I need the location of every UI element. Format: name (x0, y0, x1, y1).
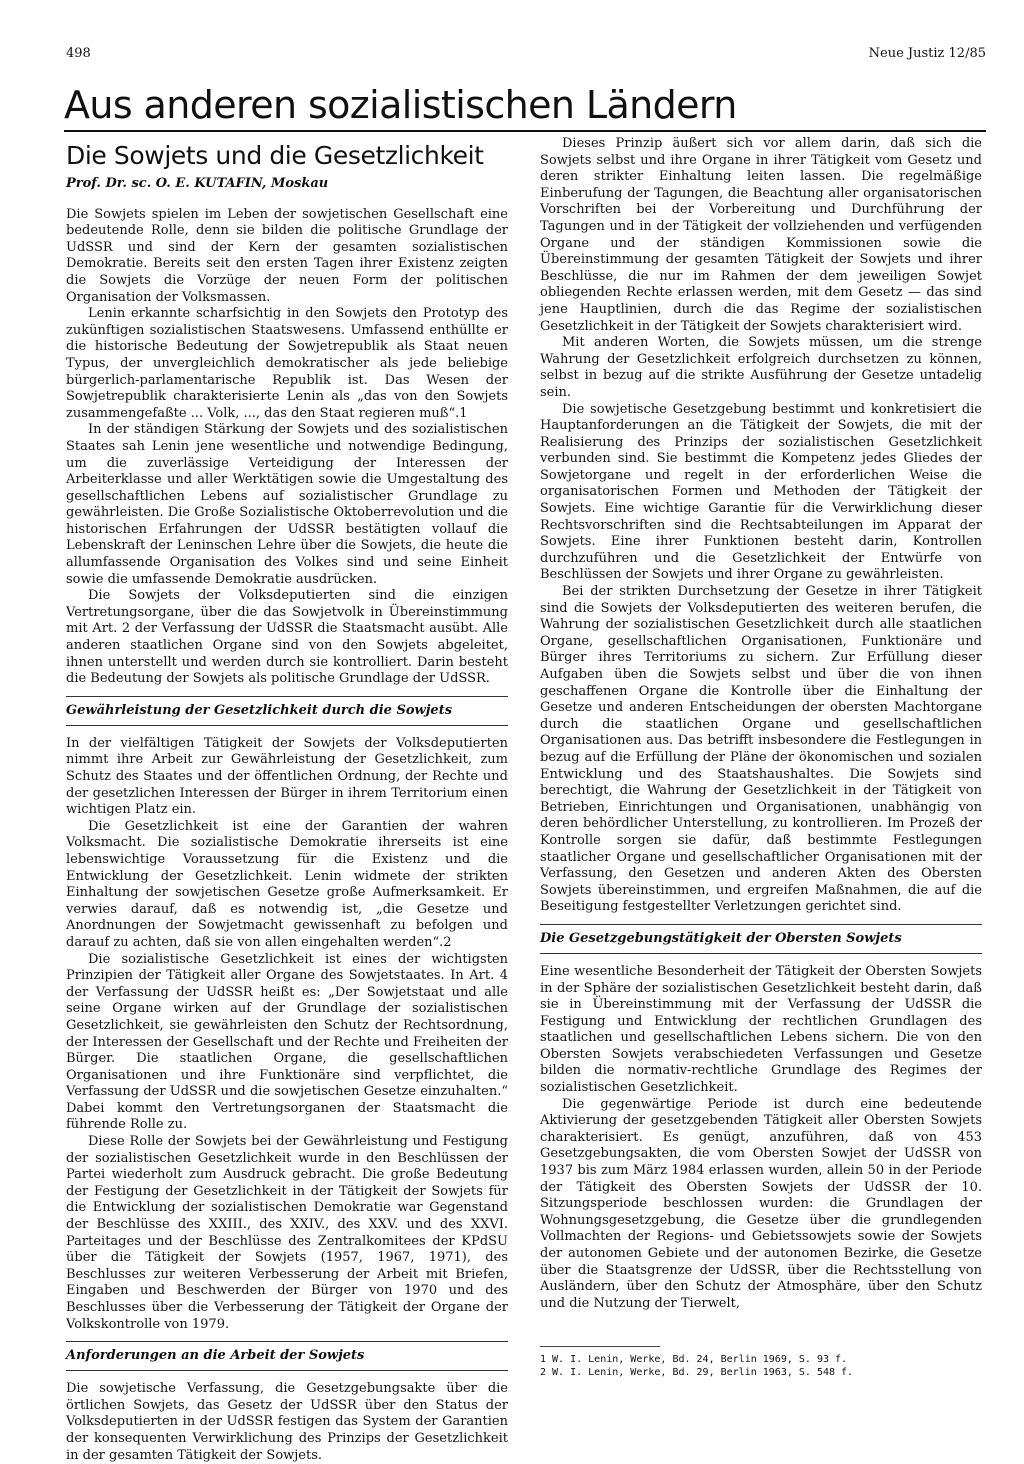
footnote-rule (540, 1346, 660, 1353)
paragraph: Lenin erkannte scharfsichtig in den Sowjets den Prototyp des zukünftigen sozialistischen Staatswesens. Umfassend enthüllte er die historische Bedeutung der Sowjetrepublik als Staat neuen Typus, der unvergleichlich demokratischer als jede beliebige bürgerlich-parlamentarische Republik ist. Das Wesen der Sowjetrepublik charakterisierte Lenin als „das von den Sowjets zusammengefaßte ... Volk, ..., das den Staat regieren muß“.1 (66, 306, 508, 421)
footnote: 2 W. I. Lenin, Werke, Bd. 29, Berlin 1963, S. 548 f. (540, 1367, 854, 1379)
paragraph: Die Sowjets der Volksdeputierten sind die einzigen Vertretungsorgane, über die das Sowjetvolk in Übereinstimmung mit Art. 2 der Verfassung der UdSSR die Staatsmacht ausübt. Alle anderen staatlichen Organe sind von den Sowjets abgeleitet, ihnen unterstellt und werden durch sie kontrolliert. Darin besteht die Bedeutung der Sowjets als politische Grundlage der UdSSR. (66, 588, 508, 687)
paragraph: Diese Rolle der Sowjets bei der Gewährleistung und Festigung der sozialistischen Gesetzlichkeit wurde in den Beschlüssen der Partei wiederholt zum Ausdruck gebracht. Die große Bedeutung der Festigung der Gesetzlichkeit in der Tätigkeit der Sowjets für die Entwicklung der sozialistischen Demokratie war Gegenstand der Beschlüsse des XXIII., des XXIV., des XXV. und des XXVI. Parteitages und der Beschlüsse des Zentralkomitees der KPdSU über die Tätigkeit der Sowjets (1957, 1967, 1971), des Beschlusses zur weiteren Verbesserung der Arbeit mit Briefen, Eingaben und Beschwerden der Bürger von 1970 und des Beschlusses über die Verbesserung der Tätigkeit der Organe der Volkskontrolle von 1979. (66, 1134, 508, 1332)
footnote: 1 W. I. Lenin, Werke, Bd. 24, Berlin 1969, S. 93 f. (540, 1354, 848, 1366)
paragraph: In der vielfältigen Tätigkeit der Sowjets der Volksdeputierten nimmt ihre Arbeit zur Gewährleistung der Gesetzlichkeit, zum Schutz des Staates und der öffentlichen Ordnung, der Rechte und der gesetzlichen Interessen der Bürger in ihrem Territorium einen wichtigen Platz ein. (66, 735, 508, 818)
subheading: Anforderungen an die Arbeit der Sowjets (66, 1341, 508, 1371)
paragraph: In der ständigen Stärkung der Sowjets und des sozialistischen Staates sah Lenin jene wesentliche und notwendige Bedingung, um die zuverlässige Verteidigung der Interessen der Arbeiterklasse und aller Werktätigen sowie die Umgestaltung des gesellschaftlichen Lebens auf sozialistischer Grundlage zu gewährleisten. Die Große Sozialistische Oktoberrevolution und die historischen Erfahrungen der UdSSR bestätigten vollauf die Lebenskraft der Leninschen Lehre über die Sowjets, die heute die allumfassende Organisation des Volkes sind und seine Einheit sowie die umfassende Demokratie ausdrücken. (66, 422, 508, 587)
paragraph: Dieses Prinzip äußert sich vor allem darin, daß sich die Sowjets selbst und ihre Organe in ihrer Tätigkeit vom Gesetz und deren strikter Einhaltung leiten lassen. Die regelmäßige Einberufung der Tagungen, die Beachtung aller organisatorischen Vorschriften bei der Vorbereitung und Durchführung der Tagungen und in der Tätigkeit der vollziehenden und verfügenden Organe und der ständigen Kommissionen sowie die Übereinstimmung der gesamten Tätigkeit der Sowjets und ihrer Beschlüsse, die nur im Rahmen der dem jeweiligen Sowjet obliegenden Rechte erlassen werden, mit dem Gesetz — das sind jene Hauptlinien, durch die das Regime der sozialistischen Gesetzlichkeit in der Tätigkeit der Sowjets charakterisiert wird. (540, 136, 982, 334)
paragraph: Die sozialistische Gesetzlichkeit ist eines der wichtigsten Prinzipien der Tätigkeit aller Organe des Sowjetstaates. In Art. 4 der Verfassung der UdSSR heißt es: „Der Sowjetstaat und alle seine Organe wirken auf der Grundlage der sozialistischen Gesetzlichkeit, sie gewährleisten den Schutz der Rechtsordnung, der Interessen der Gesellschaft und der Rechte und Freiheiten der Bürger. Die staatlichen Organe, die gesellschaftlichen Organisationen und ihre Funktionäre sind verpflichtet, die Verfassung der UdSSR und die sowjetischen Gesetze einzuhalten.“ Dabei kommt den Vertretungsorganen der Staatsmacht die führende Rolle zu. (66, 951, 508, 1133)
left-column (66, 140, 508, 1463)
subheading: Die Gesetzgebungstätigkeit der Obersten Sowjets (540, 924, 982, 954)
page-header (66, 46, 986, 66)
paragraph: Die gegenwärtige Periode ist durch eine bedeutende Aktivierung der gesetzgebenden Tätigkeit aller Obersten Sowjets charakterisiert. Es genügt, anzuführen, daß von 453 Gesetzgebungsakten, die vom Obersten Sowjet der UdSSR von 1937 bis zum März 1984 erlassen wurden, allein 50 in der Periode der Tätigkeit des Obersten Sowjets der UdSSR der 10. Sitzungsperiode beschlossen wurden: die Grundlagen der Wohnungsgesetzgebung, die Gesetze über die grundlegenden Vollmachten der Regions- und Gebietssowjets sowie der Sowjets der autonomen Gebiete und der autonomen Bezirke, die Gesetze über die Staatsgrenze der UdSSR, über die Rechtsstellung von Ausländern, über den Schutz der Atmosphäre, über den Schutz und die Nutzung der Tierwelt, (540, 1096, 982, 1311)
paragraph: Mit anderen Worten, die Sowjets müssen, um die strenge Wahrung der Gesetzlichkeit erfolgreich durchsetzen zu können, selbst in bezug auf die strikte Ausführung der Gesetze untadelig sein. (540, 335, 982, 400)
section-title: Aus anderen sozialistischen Ländern (64, 83, 737, 127)
paragraph: Die Sowjets spielen im Leben der sowjetischen Gesellschaft eine bedeutende Rolle, denn sie bilden die politische Grundlage der UdSSR und sind der Kern der gesamten sozialistischen Demokratie. Bereits seit den ersten Tagen ihrer Existenz zeigten die Sowjets die Vorzüge der neuen Form der politischen Organisation der Volksmassen. (66, 206, 508, 305)
paragraph: Die sowjetische Verfassung, die Gesetzgebungsakte über die örtlichen Sowjets, das Gesetz der UdSSR über den Status der Volksdeputierten in der UdSSR festigen das System der Garantien der konsequenten Verwirklichung des Prinzips der Gesetzlichkeit in der gesamten Tätigkeit der Sowjets. (66, 1381, 508, 1463)
right-column (540, 136, 982, 1379)
page-number: 498 (66, 46, 91, 61)
title-rule (64, 130, 986, 132)
paragraph: Bei der strikten Durchsetzung der Gesetze in ihrer Tätigkeit sind die Sowjets der Volksdeputierten des weiteren berufen, die Wahrung der sozialistischen Gesetzlichkeit durch alle staatlichen Organe, gesellschaftlichen Organisationen, Funktionäre und Bürger ihres Territoriums zu sichern. Zur Erfüllung dieser Aufgaben üben die Sowjets selbst und über die von ihnen geschaffenen Organe die Kontrolle über die Einhaltung der Gesetze und anderen Entscheidungen der obersten Machtorgane durch die staatlichen Organe und gesellschaftlichen Organisationen aus. Das betrifft insbesondere die Festlegungen in bezug auf die Erfüllung der Pläne der ökonomischen und sozialen Entwicklung und des Staatshaushaltes. Die Sowjets sind berechtigt, die Wahrung der Gesetzlichkeit in der Tätigkeit von Betrieben, Einrichtungen und Organisationen, unabhängig von deren behördlicher Unterstellung, zu kontrollieren. Im Prozeß der Kontrolle sorgen sie dafür, daß bestimmte Festlegungen staatlicher Organe und gesellschaftlicher Organisationen mit der Verfassung, den Gesetzen und anderen Akten des Obersten Sowjets übereinstimmen, und ergreifen Maßnahmen, die auf die Beseitigung festgestellter Verletzungen gerichtet sind. (540, 584, 982, 915)
article-author: Prof. Dr. sc. O. E. KUTAFIN, Moskau (66, 176, 329, 191)
paragraph: Eine wesentliche Besonderheit der Tätigkeit der Obersten Sowjets in der Sphäre der sozialistischen Gesetzlichkeit besteht darin, daß sie in Übereinstimmung mit der Verfassung der UdSSR die Festigung und Entwicklung der rechtlichen Grundlagen des staatlichen und gesellschaftlichen Lebens sichern. Die von den Obersten Sowjets verabschiedeten Verfassungen und Gesetze bilden die normativ-rechtliche Grundlage des Regimes der sozialistischen Gesetzlichkeit. (540, 963, 982, 1096)
footnotes (540, 1353, 982, 1379)
article-title: Die Sowjets und die Gesetzlichkeit (66, 141, 484, 170)
paragraph: Die sowjetische Gesetzgebung bestimmt und konkretisiert die Hauptanforderungen an die Tätigkeit der Sowjets, die mit der Realisierung des Prinzips der sozialistischen Gesetzlichkeit verbunden sind. Sie bestimmt die Kompetenz jedes Gliedes der Sowjetorgane und regelt in der erforderlichen Weise die organisatorischen Formen und Methoden der Tätigkeit der Sowjets. Eine wichtige Garantie für die Verwirklichung dieser Rechtsvorschriften sind die Rechtsabteilungen im Apparat der Sowjets. Eine ihrer Funktionen besteht darin, Kontrollen durchzuführen und die Gesetzlichkeit der Entwürfe von Beschlüssen der Sowjets und ihrer Organe zu gewährleisten. (540, 401, 982, 583)
paragraph: Die Gesetzlichkeit ist eine der Garantien der wahren Volksmacht. Die sozialistische Demokratie ihrerseits ist eine lebenswichtige Voraussetzung für die Existenz und die Entwicklung der Gesetzlichkeit. Lenin widmete der strikten Einhaltung der sowjetischen Gesetze große Aufmerksamkeit. Er verwies darauf, daß es notwendig ist, „die Gesetze und Anordnungen der Sowjetmacht gewissenhaft zu befolgen und darauf zu achten, daß sie von allen eingehalten werden“.2 (66, 818, 508, 950)
subheading: Gewährleistung der Gesetzlichkeit durch die Sowjets (66, 696, 508, 726)
journal-issue: Neue Justiz 12/85 (868, 46, 986, 61)
